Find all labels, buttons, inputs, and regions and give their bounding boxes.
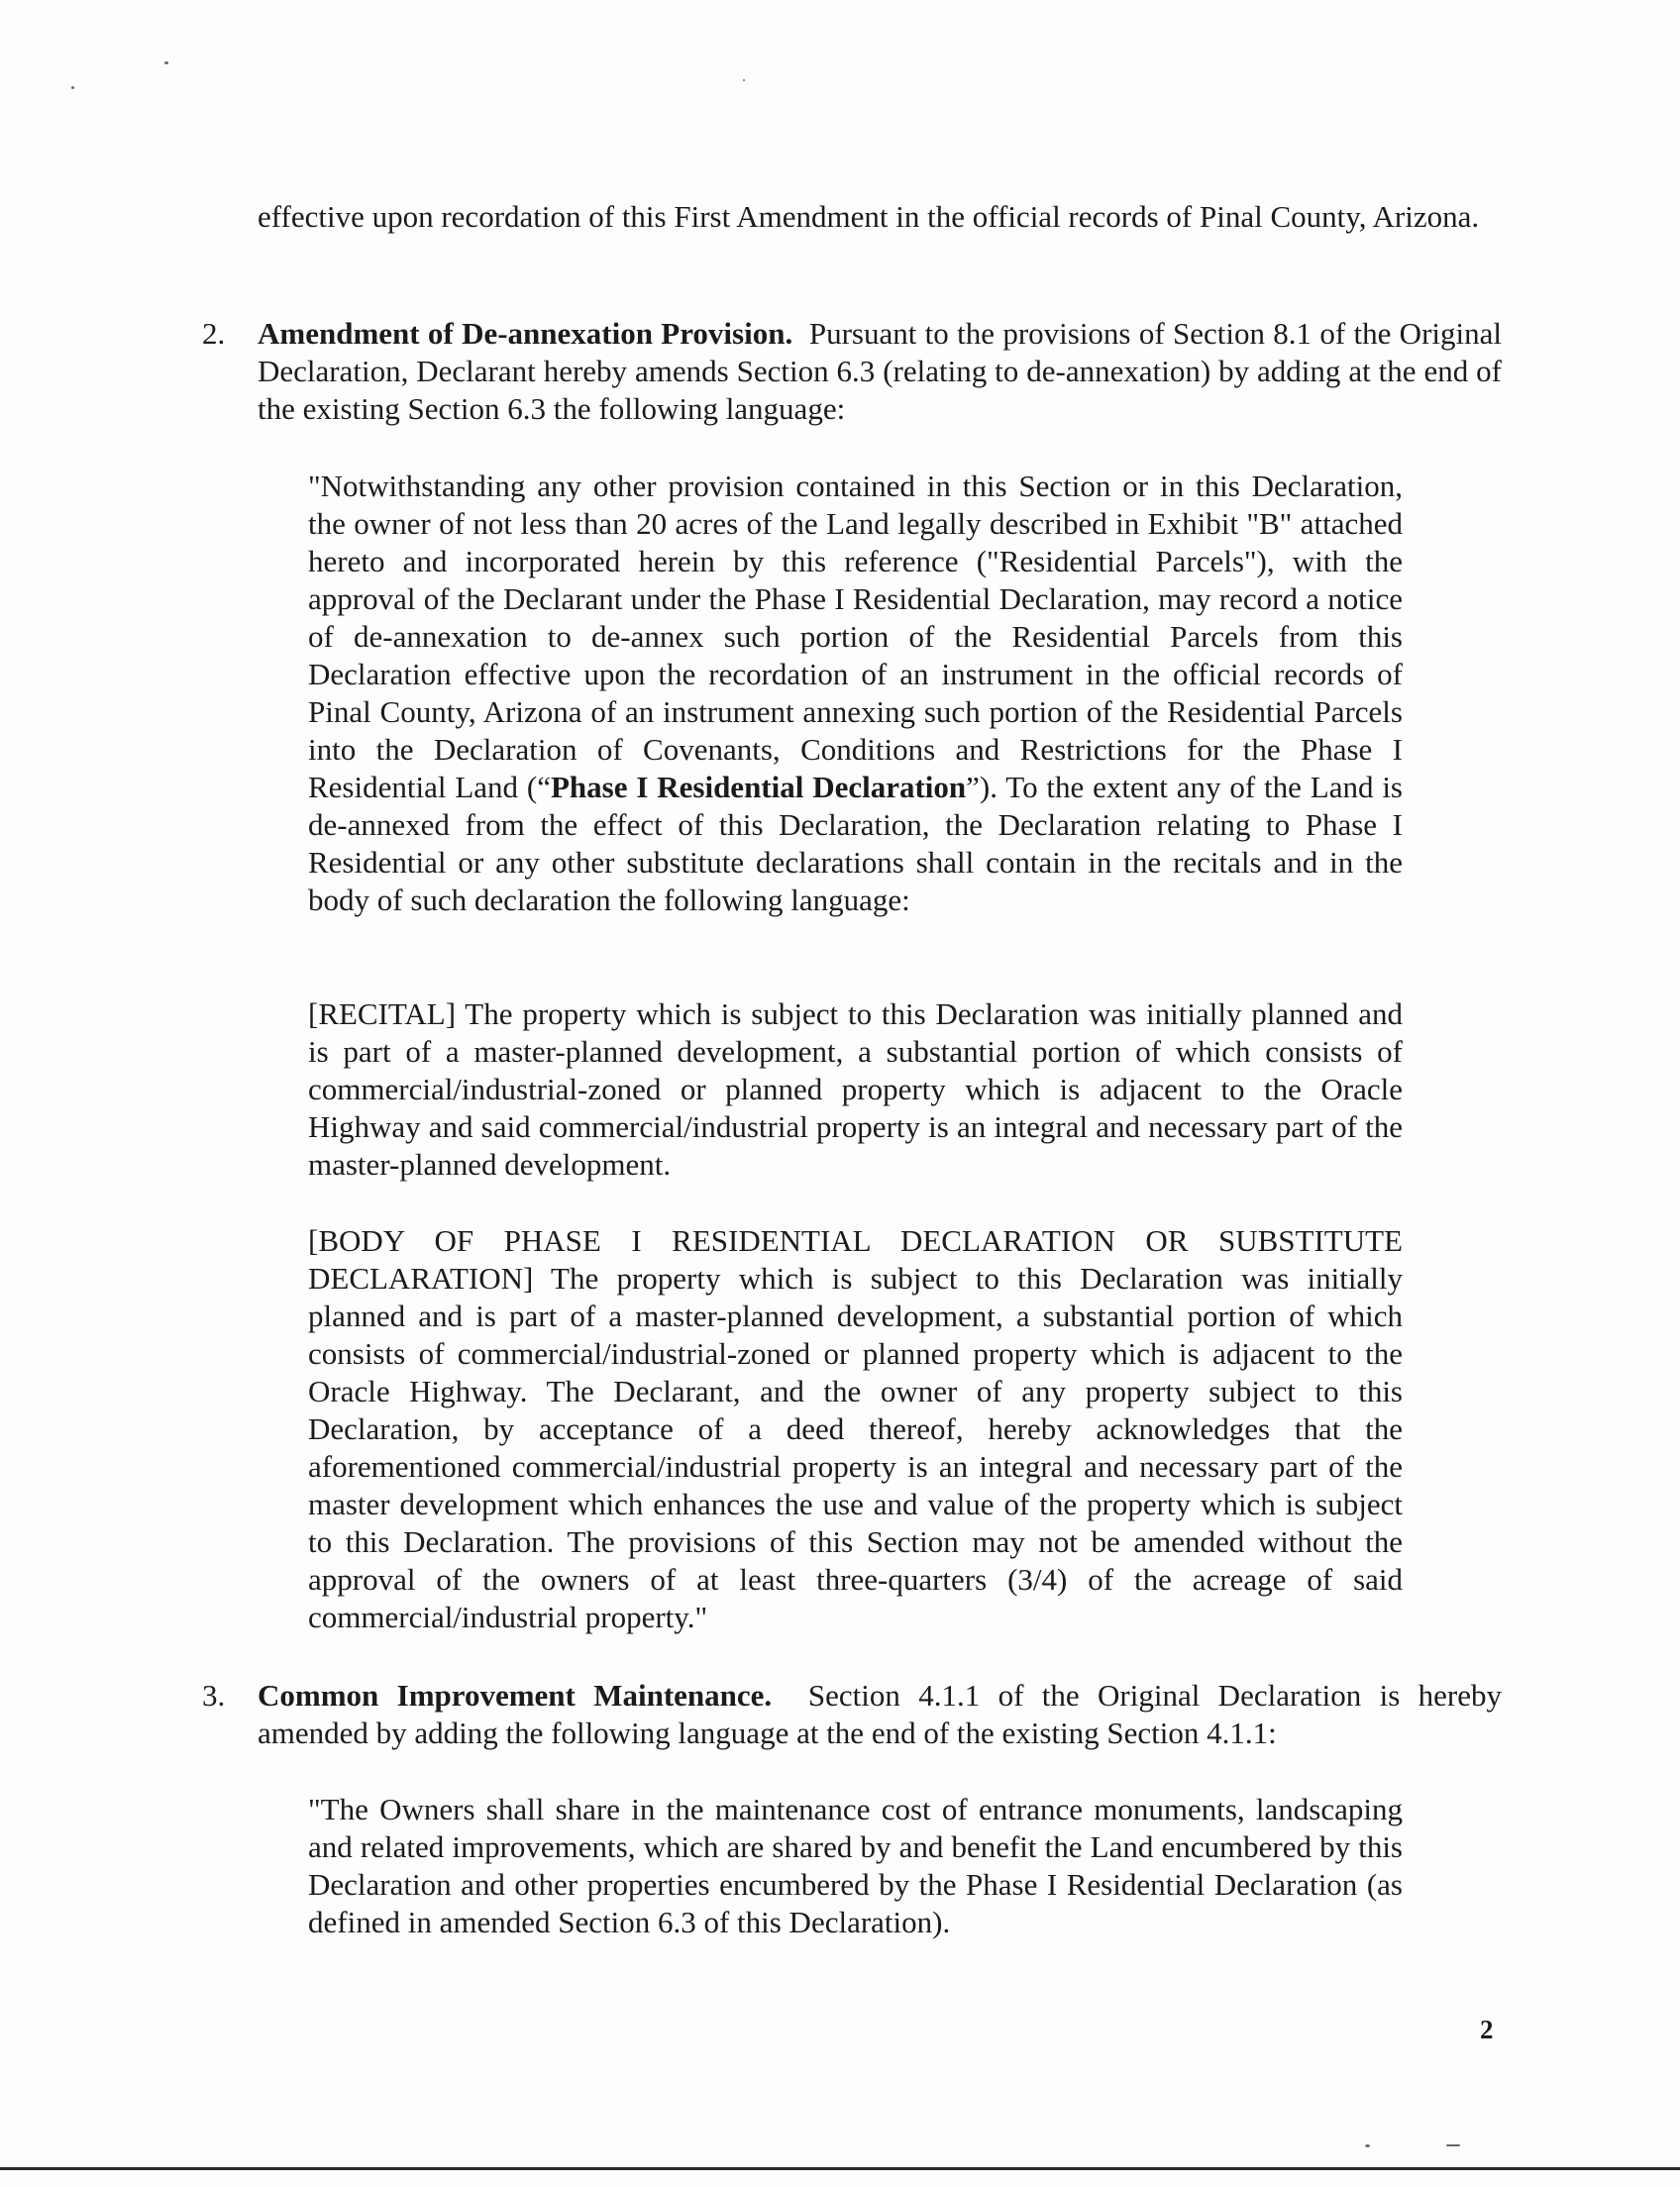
section-3-heading: Common Improvement Maintenance. <box>258 1678 773 1713</box>
notwithstanding-text-a: "Notwithstanding any other provision contained in this Section or in this Declaration, the owner of not less than 20 acres of the Land legally described in Exhibit "B" attached hereto and incorporated herein by this reference ("Residential Parcels"), with the approval of the Declarant under the Phase I Residential Declaration, may record a notice of de-annexation to de-annex such portion of the Residential Parcels from this Declaration effective upon the recordation of an instrument in the official records of Pinal County, Arizona of an instrument annexing such portion of the Residential Parcels into the Declaration of Covenants, Conditions and Restrictions for the Phase I Residential Land (“ <box>308 469 1403 804</box>
notwithstanding-quote <box>308 468 1403 919</box>
scan-speck <box>1365 2144 1370 2147</box>
section-3-number: 3. <box>202 1678 226 1713</box>
recital-quote: [RECITAL] The property which is subject to this Declaration was initially planned and is part of a master-planned development, a substantial portion of which consists of commercial/industrial-zoned or planned property which is adjacent to the Oracle Highway and said commercial/industrial property is an integral and necessary part of the master-planned development. <box>308 996 1403 1182</box>
section-3-body <box>258 1677 1502 1752</box>
section-2-text: Pursuant to the provisions of Section 8.1 of the Original Declaration, Declarant hereby amends Section 6.3 (relating to de-annexation) by adding at the end of the existing Section 6.3 the following language: <box>258 316 1502 426</box>
section-3-text: Section 4.1.1 of the Original Declaration is hereby amended by adding the following language at the end of the existing Section 4.1.1: <box>258 1678 1502 1750</box>
continuation-paragraph: effective upon recordation of this First Amendment in the official records of Pinal County, Arizona. <box>258 199 1480 234</box>
body-quote: [BODY OF PHASE I RESIDENTIAL DECLARATION OR SUBSTITUTE DECLARATION] The property which is subject to this Declaration was initially planned and is part of a master-planned development, a substantial portion of which consists of commercial/industrial-zoned or planned property which is adjacent to the Oracle Highway. The Declarant, and the owner of any property subject to this Declaration, by acceptance of a deed thereof, hereby acknowledges that the aforementioned commercial/industrial property is an integral and necessary part of the master development which enhances the use and value of the property which is subject to this Declaration. The provisions of this Section may not be amended without the approval of the owners of at least three-quarters (3/4) of the acreage of said commercial/industrial property." <box>308 1223 1403 1634</box>
scan-speck <box>1446 2144 1460 2146</box>
phase-i-residential-declaration-term: Phase I Residential Declaration <box>550 770 967 804</box>
scan-speck <box>743 79 745 81</box>
section-2-body <box>258 315 1502 428</box>
scan-speck <box>71 86 74 89</box>
owners-quote: "The Owners shall share in the maintenance cost of entrance monuments, landscaping and related improvements, which are shared by and benefit the Land encumbered by this Declaration and other properties encumbered by the Phase I Residential Declaration (as defined in amended Section 6.3 of this Declaration). <box>308 1792 1403 1939</box>
section-2-number: 2. <box>202 316 226 351</box>
section-2-heading: Amendment of De-annexation Provision. <box>258 316 793 351</box>
page-number: 2 <box>1480 2015 1494 2044</box>
scan-speck <box>164 61 168 64</box>
notwithstanding-text-b: ”). To the extent any of the Land is de-annexed from the effect of this Declaration, the Declaration relating to Phase I Residential or any other substitute declarations shall contain in the recitals and in the body of such declaration the following language: <box>308 770 1403 917</box>
scan-bottom-edge <box>0 2167 1680 2170</box>
